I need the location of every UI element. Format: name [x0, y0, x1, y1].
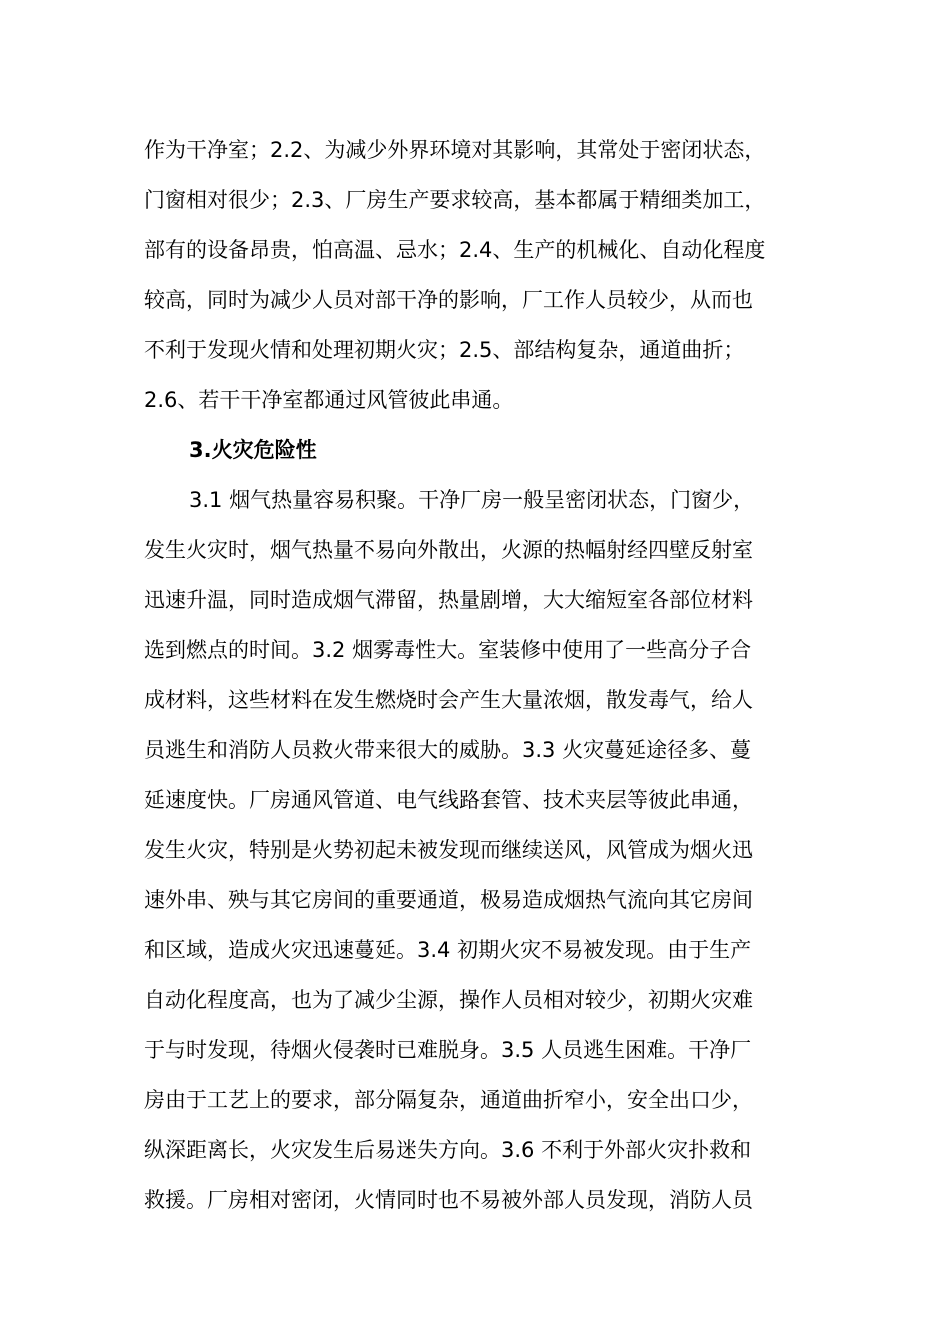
text-line: 3.1 烟气热量容易积聚。干净厂房一般呈密闭状态，门窗少，	[189, 488, 755, 512]
text-line: 部有的设备昂贵，怕高温、忌水；2.4、生产的机械化、自动化程度	[144, 238, 766, 262]
text-line: 速外串、殃与其它房间的重要通道，极易造成烟热气流向其它房间	[144, 888, 753, 912]
section-heading: 3.火灾危险性	[189, 438, 317, 462]
text-line: 门窗相对很少；2.3、厂房生产要求较高，基本都属于精细类加工，	[144, 188, 766, 212]
text-line: 不利于发现火情和处理初期火灾；2.5、部结构复杂，通道曲折；	[144, 338, 745, 362]
text-line: 2.6、若干干净室都通过风管彼此串通。	[144, 388, 514, 412]
text-line: 作为干净室；2.2、为减少外界环境对其影响，其常处于密闭状态，	[144, 138, 766, 162]
text-line: 成材料，这些材料在发生燃烧时会产生大量浓烟，散发毒气，给人	[144, 688, 753, 712]
text-line: 房由于工艺上的要求，部分隔复杂，通道曲折窄小，安全出口少，	[144, 1088, 753, 1112]
text-line: 发生火灾，特别是火势初起未被发现而继续送风，风管成为烟火迅	[144, 838, 753, 862]
text-line: 员逃生和消防人员救火带来很大的威胁。3.3 火灾蔓延途径多、蔓	[144, 738, 752, 762]
text-line: 延速度快。厂房通风管道、电气线路套管、技术夹层等彼此串通，	[144, 788, 753, 812]
text-line: 选到燃点的时间。3.2 烟雾毒性大。室装修中使用了一些高分子合	[144, 638, 752, 662]
text-line: 和区域，造成火灾迅速蔓延。3.4 初期火灾不易被发现。由于生产	[144, 938, 752, 962]
text-line: 纵深距离长，火灾发生后易迷失方向。3.6 不利于外部火灾扑救和	[144, 1138, 752, 1162]
text-line: 较高，同时为减少人员对部干净的影响，厂工作人员较少，从而也	[144, 288, 753, 312]
text-line: 发生火灾时，烟气热量不易向外散出，火源的热幅射经四壁反射室	[144, 538, 753, 562]
text-line: 救援。厂房相对密闭，火情同时也不易被外部人员发现，消防人员	[144, 1188, 753, 1212]
text-line: 于与时发现，待烟火侵袭时已难脱身。3.5 人员逃生困难。干净厂	[144, 1038, 752, 1062]
text-line: 自动化程度高，也为了减少尘源，操作人员相对较少，初期火灾难	[144, 988, 753, 1012]
text-line: 迅速升温，同时造成烟气滞留，热量剧增，大大缩短室各部位材料	[144, 588, 753, 612]
